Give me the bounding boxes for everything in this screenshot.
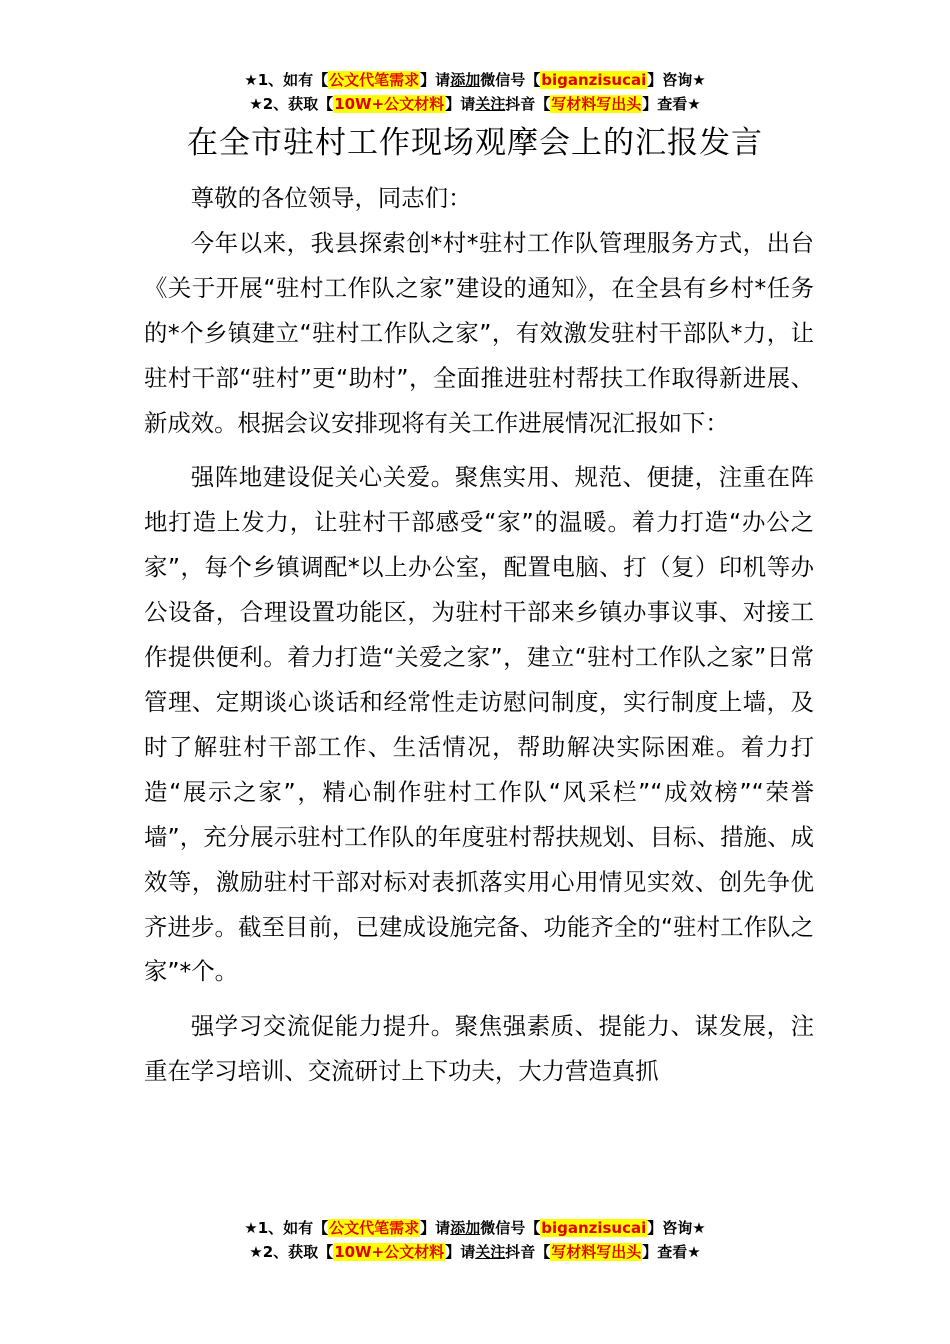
promo-line-1-suffix: 】咨询★	[647, 71, 706, 89]
footer-line-2-prefix: ★2、获取【	[249, 1243, 334, 1261]
promo-emphasis-add: 添加	[450, 71, 481, 89]
footer-highlight-wechat-id: biganzisucai	[541, 1219, 647, 1237]
footer-line-2-mid: 】请	[445, 1243, 476, 1261]
footer-line-1-mid2: 微信号【	[480, 1219, 541, 1237]
footer-emphasis-follow: 关注	[475, 1243, 506, 1261]
promo-line-1-mid: 】请	[420, 71, 451, 89]
promo-line-2-prefix: ★2、获取【	[249, 95, 334, 113]
promo-line-1	[0, 68, 950, 92]
promo-line-2	[0, 92, 950, 116]
footer-promo-line-2	[0, 1240, 950, 1264]
promo-line-2-mid: 】请	[445, 95, 476, 113]
paragraph-learning-exchange: 强学习交流促能力提升。聚焦强素质、提能力、谋发展，注重在学习培训、交流研讨上下功夫，大力营造真抓	[144, 1012, 814, 1086]
promo-highlight-writing-service: 公文代笔需求	[329, 71, 420, 89]
document-title: 在全市驻村工作现场观摩会上的汇报发言	[187, 125, 763, 161]
footer-line-2-mid2: 抖音【	[505, 1243, 551, 1261]
footer-promo-banner	[0, 1216, 950, 1264]
footer-emphasis-add: 添加	[450, 1219, 481, 1237]
footer-promo-line-1	[0, 1216, 950, 1240]
promo-emphasis-follow: 关注	[475, 95, 506, 113]
promo-line-2-mid2: 抖音【	[505, 95, 551, 113]
footer-highlight-materials: 10W+公文材料	[334, 1243, 445, 1261]
footer-line-2-suffix: 】查看★	[642, 1243, 701, 1261]
footer-line-1-suffix: 】咨询★	[647, 1219, 706, 1237]
document-body	[144, 176, 814, 1094]
promo-line-1-prefix: ★1、如有【	[244, 71, 329, 89]
footer-line-1-mid: 】请	[420, 1219, 451, 1237]
greeting: 尊敬的各位领导，同志们：	[190, 184, 472, 212]
footer-line-1-prefix: ★1、如有【	[244, 1219, 329, 1237]
promo-highlight-douyin-account: 写材料写出头	[551, 95, 642, 113]
promo-line-1-mid2: 微信号【	[480, 71, 541, 89]
footer-highlight-douyin-account: 写材料写出头	[551, 1243, 642, 1261]
promo-highlight-wechat-id: biganzisucai	[541, 71, 647, 89]
paragraph-position-building: 强阵地建设促关心关爱。聚焦实用、规范、便捷，注重在阵地打造上发力，让驻村干部感受“家”的温暖。着力打造“办公之家”，每个乡镇调配*以上办公室，配置电脑、打（复）印机等办公设备，合理设置功能区，为驻村干部来乡镇办事议事、对接工作提供便利。着力打造“关爱之家”，建立“驻村工作队之家”日常管理、定期谈心谈话和经常性走访慰问制度，实行制度上墙，及时了解驻村干部工作、生活情况，帮助解决实际困难。着力打造“展示之家”，精心制作驻村工作队“风采栏”“成效榜”“荣誉墙”，充分展示驻村工作队的年度驻村帮扶规划、目标、措施、成效等，激励驻村干部对标对表抓落实用心用情见实效、创先争优齐进步。截至目前，已建成设施完备、功能齐全的“驻村工作队之家”*个。	[144, 463, 814, 986]
footer-highlight-writing-service: 公文代笔需求	[329, 1219, 420, 1237]
paragraph-intro: 今年以来，我县探索创*村*驻村工作队管理服务方式，出台《关于开展“驻村工作队之家”建设的通知》，在全县有乡村*任务的*个乡镇建立“驻村工作队之家”，有效激发驻村干部队*力，让驻村干部“驻村”更“助村”，全面推进驻村帮扶工作取得新进展、新成效。根据会议安排现将有关工作进展情况汇报如下：	[144, 228, 814, 437]
promo-highlight-materials: 10W+公文材料	[334, 95, 445, 113]
header-promo-banner	[0, 68, 950, 116]
promo-line-2-suffix: 】查看★	[642, 95, 701, 113]
